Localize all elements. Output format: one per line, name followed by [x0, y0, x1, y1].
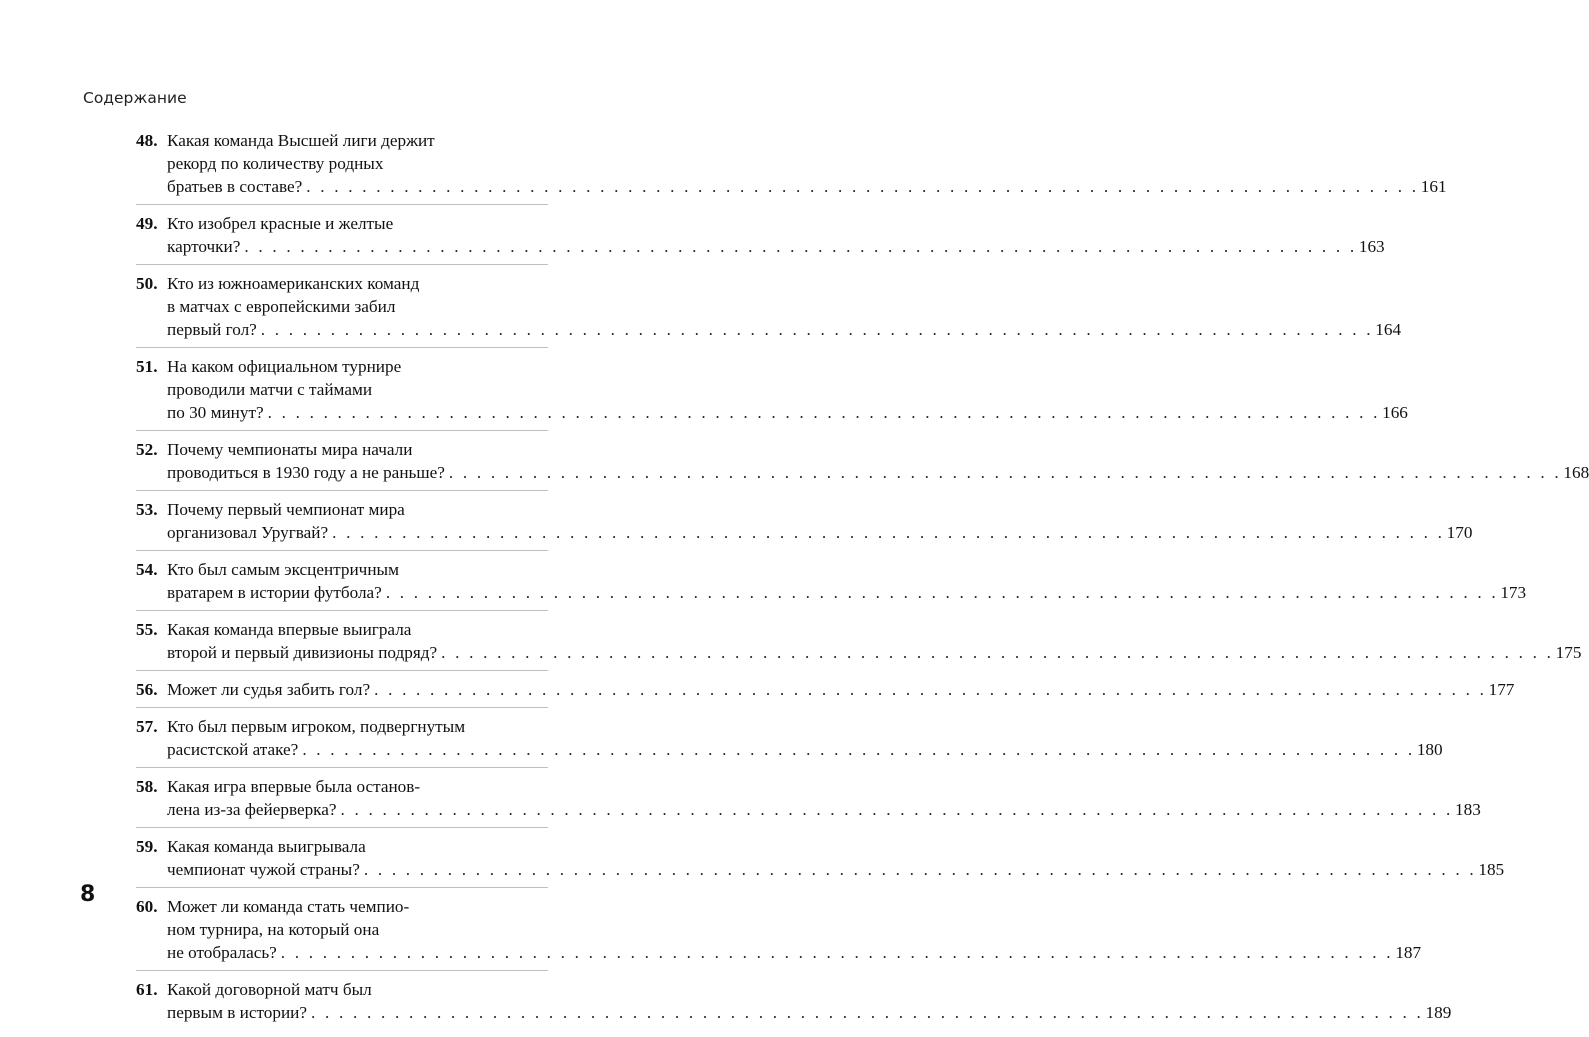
entry-number: 48. — [136, 131, 158, 150]
toc-entry — [136, 895, 1422, 971]
dot-leader: . . . . . . . . . . . . . . . . . . . . . . . . . . . . . . . . . . . . . . . . . . . . . . . . . . . . . . . . . . . . . . . . . . . . . . . . . . . . . . . . — [332, 523, 1445, 542]
entry-page-number: 161 — [1420, 177, 1447, 196]
entry-title-line: Почему первый чемпионат мира — [167, 500, 405, 519]
entry-last-line — [167, 521, 1473, 544]
toc-entry — [136, 678, 1515, 708]
entry-number: 55. — [136, 620, 158, 639]
entry-number: 57. — [136, 717, 158, 736]
entry-number: 60. — [136, 897, 158, 916]
entry-number: 54. — [136, 560, 158, 579]
entry-title-line: проводиться в 1930 году а не раньше? — [167, 463, 445, 482]
entry-title-line: Какая команда выигрывала — [167, 837, 366, 856]
entry-page-number: 175 — [1555, 643, 1582, 662]
dot-leader: . . . . . . . . . . . . . . . . . . . . . . . . . . . . . . . . . . . . . . . . . . . . . . . . . . . . . . . . . . . . . . . . . . . . . . . . . . . . . . . . — [340, 800, 1454, 819]
dot-leader: . . . . . . . . . . . . . . . . . . . . . . . . . . . . . . . . . . . . . . . . . . . . . . . . . . . . . . . . . . . . . . . . . . . . . . . . . . . . . . . . — [374, 680, 1487, 699]
entry-title-line: Кто из южноамериканских команд — [167, 274, 420, 293]
entry-last-line — [167, 858, 1505, 881]
entry-title-line: Какая команда Высшей лиги держит — [167, 131, 435, 150]
toc-entry — [136, 715, 1443, 768]
entry-last-line — [167, 641, 1582, 664]
page-number: 8 — [80, 882, 96, 907]
entry-number: 53. — [136, 500, 158, 519]
entry-title-line: Может ли команда стать чемпио- — [167, 897, 410, 916]
toc-entry — [136, 835, 1505, 888]
entry-last-line — [167, 798, 1481, 821]
entry-number: 61. — [136, 980, 158, 999]
dot-leader: . . . . . . . . . . . . . . . . . . . . . . . . . . . . . . . . . . . . . . . . . . . . . . . . . . . . . . . . . . . . . . . . . . . . . . . . . . . . . . . . — [385, 583, 1499, 602]
entry-title-line: Может ли судья забить гол? — [167, 680, 371, 699]
entry-page-number: 163 — [1358, 237, 1385, 256]
table-of-contents — [136, 129, 1589, 1037]
dot-leader: . . . . . . . . . . . . . . . . . . . . . . . . . . . . . . . . . . . . . . . . . . . . . . . . . . . . . . . . . . . . . . . . . . . . . . . . . . . . . . . . — [267, 403, 1381, 422]
dot-leader: . . . . . . . . . . . . . . . . . . . . . . . . . . . . . . . . . . . . . . . . . . . . . . . . . . . . . . . . . . . . . . . . . . . . . . . . . . . . . . . . — [260, 320, 1374, 339]
toc-entry — [136, 355, 1408, 431]
dot-leader: . . . . . . . . . . . . . . . . . . . . . . . . . . . . . . . . . . . . . . . . . . . . . . . . . . . . . . . . . . . . . . . . . . . . . . . . . . . . . . . . — [306, 177, 1419, 196]
entry-title-line: братьев в составе? — [167, 177, 303, 196]
entry-title-line: Какой договорной матч был — [167, 980, 372, 999]
toc-entry — [136, 775, 1481, 828]
toc-entry — [136, 618, 1582, 671]
entry-title-line: не отобралась? — [167, 943, 277, 962]
entry-title-line: расистской атаке? — [167, 740, 299, 759]
entry-number: 50. — [136, 274, 158, 293]
dot-leader: . . . . . . . . . . . . . . . . . . . . . . . . . . . . . . . . . . . . . . . . . . . . . . . . . . . . . . . . . . . . . . . . . . . . . . . . . . . . . . . . — [302, 740, 1415, 759]
entry-title-line: лена из-за фейерверка? — [167, 800, 337, 819]
entry-last-line — [167, 318, 1402, 341]
entry-number: 59. — [136, 837, 158, 856]
entry-title-line: первым в истории? — [167, 1003, 307, 1022]
entry-title-line: первый гол? — [167, 320, 257, 339]
entry-number: 49. — [136, 214, 158, 233]
entry-number: 52. — [136, 440, 158, 459]
entry-page-number: 189 — [1425, 1003, 1452, 1022]
entry-number: 56. — [136, 680, 158, 699]
dot-leader: . . . . . . . . . . . . . . . . . . . . . . . . . . . . . . . . . . . . . . . . . . . . . . . . . . . . . . . . . . . . . . . . . . . . . . . . . . . . . . . . — [363, 860, 1477, 879]
toc-entry — [136, 212, 1385, 265]
entry-last-line — [167, 678, 1515, 701]
entry-last-line — [167, 581, 1527, 604]
entry-title-line: организовал Уругвай? — [167, 523, 329, 542]
entry-last-line — [167, 175, 1447, 198]
entry-title-line: второй и первый дивизионы подряд? — [167, 643, 438, 662]
entry-page-number: 185 — [1478, 860, 1505, 879]
entry-title-line: по 30 минут? — [167, 403, 264, 422]
dot-leader: . . . . . . . . . . . . . . . . . . . . . . . . . . . . . . . . . . . . . . . . . . . . . . . . . . . . . . . . . . . . . . . . . . . . . . . . . . . . . . . . — [441, 643, 1554, 662]
entry-title-line: рекорд по количеству родных — [167, 154, 384, 173]
entry-page-number: 173 — [1500, 583, 1527, 602]
dot-leader: . . . . . . . . . . . . . . . . . . . . . . . . . . . . . . . . . . . . . . . . . . . . . . . . . . . . . . . . . . . . . . . . . . . . . . . . . . . . . . . . — [311, 1003, 1424, 1022]
entry-title-line: На каком официальном турнире — [167, 357, 402, 376]
entry-title-line: Кто изобрел красные и желтые — [167, 214, 394, 233]
entry-title-line: вратарем в истории футбола? — [167, 583, 382, 602]
entry-title-line: Какая команда впервые выиграла — [167, 620, 412, 639]
entry-page-number: 177 — [1488, 680, 1515, 699]
entry-page-number: 166 — [1382, 403, 1408, 422]
toc-entry — [136, 498, 1473, 551]
entry-title-line: Кто был самым эксцентричным — [167, 560, 399, 579]
entry-title-line: чемпионат чужой страны? — [167, 860, 360, 879]
entry-title-line: ном турнира, на который она — [167, 920, 380, 939]
toc-entry — [136, 978, 1452, 1030]
entry-page-number: 170 — [1446, 523, 1473, 542]
entry-last-line — [167, 461, 1589, 484]
dot-leader: . . . . . . . . . . . . . . . . . . . . . . . . . . . . . . . . . . . . . . . . . . . . . . . . . . . . . . . . . . . . . . . . . . . . . . . . . . . . . . . . — [280, 943, 1394, 962]
entry-title-line: Какая игра впервые была останов- — [167, 777, 421, 796]
entry-page-number: 180 — [1416, 740, 1443, 759]
toc-entry — [136, 272, 1402, 348]
dot-leader: . . . . . . . . . . . . . . . . . . . . . . . . . . . . . . . . . . . . . . . . . . . . . . . . . . . . . . . . . . . . . . . . . . . . . . . . . . . . . . . . — [448, 463, 1562, 482]
entry-title-line: проводили матчи с таймами — [167, 380, 373, 399]
entry-title-line: в матчах с европейскими забил — [167, 297, 396, 316]
running-header: Содержание — [83, 89, 187, 107]
toc-entry — [136, 438, 1589, 491]
toc-entry — [136, 129, 1447, 205]
dot-leader: . . . . . . . . . . . . . . . . . . . . . . . . . . . . . . . . . . . . . . . . . . . . . . . . . . . . . . . . . . . . . . . . . . . . . . . . . . . . . . . . — [244, 237, 1357, 256]
entry-page-number: 183 — [1455, 800, 1481, 819]
entry-page-number: 168 — [1563, 463, 1589, 482]
entry-page-number: 164 — [1375, 320, 1402, 339]
entry-last-line — [167, 401, 1408, 424]
entry-title-line: Кто был первым игроком, подвергнутым — [167, 717, 466, 736]
toc-entry — [136, 558, 1527, 611]
entry-title-line: карточки? — [167, 237, 241, 256]
entry-page-number: 187 — [1395, 943, 1422, 962]
entry-last-line — [167, 738, 1443, 761]
entry-title-line: Почему чемпионаты мира начали — [167, 440, 413, 459]
entry-last-line — [167, 1001, 1452, 1024]
entry-number: 58. — [136, 777, 158, 796]
entry-number: 51. — [136, 357, 158, 376]
entry-last-line — [167, 941, 1422, 964]
entry-last-line — [167, 235, 1385, 258]
